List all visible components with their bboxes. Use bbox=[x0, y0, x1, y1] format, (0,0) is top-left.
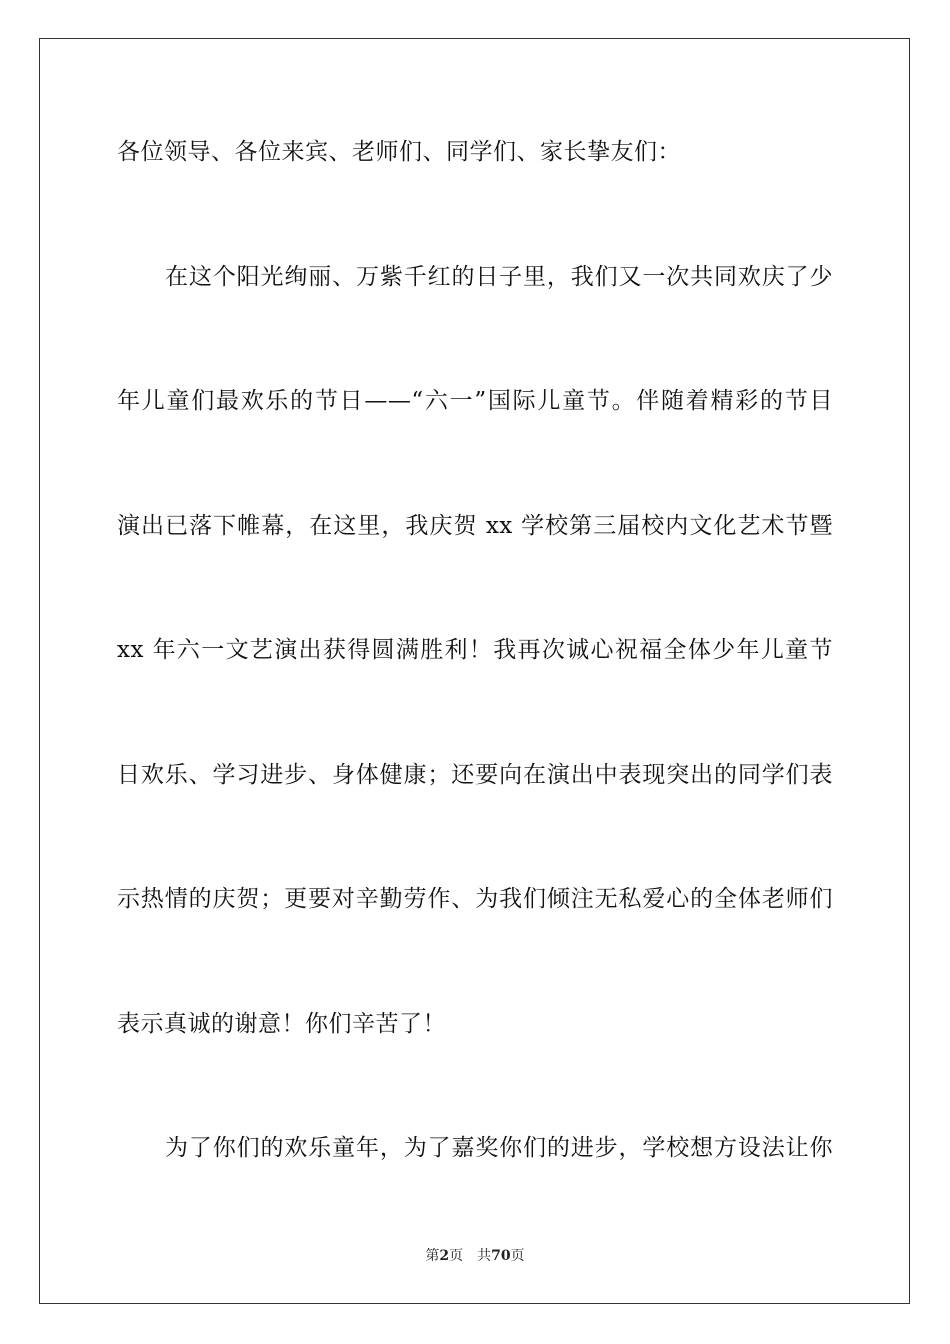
paragraph-2-line-1: 为了你们的欢乐童年，为了嘉奖你们的进步，学校想方设法让你 bbox=[165, 1135, 833, 1161]
page-border bbox=[39, 38, 910, 1304]
total-prefix: 共 bbox=[477, 1248, 492, 1264]
paragraph-1-line-1: 在这个阳光绚丽、万紫千红的日子里，我们又一次共同欢庆了少 bbox=[165, 264, 833, 290]
paragraph-1-line-4: xx 年六一文艺演出获得圆满胜利！我再次诚心祝福全体少年儿童节 bbox=[117, 637, 833, 663]
paragraph-1-line-7: 表示真诚的谢意！你们辛苦了！ bbox=[117, 1011, 446, 1037]
page-footer bbox=[0, 1247, 950, 1265]
total-suffix: 页 bbox=[510, 1248, 525, 1264]
paragraph-1-line-3: 演出已落下帷幕，在这里，我庆贺 xx 学校第三届校内文化艺术节暨 bbox=[117, 513, 833, 539]
page-prefix: 第 bbox=[425, 1248, 440, 1264]
paragraph-1-line-2: 年儿童们最欢乐的节日——“六一”国际儿童节。伴随着精彩的节目 bbox=[117, 388, 833, 414]
page-number: 2 bbox=[439, 1248, 450, 1264]
salutation-line: 各位领导、各位来宾、老师们、同学们、家长挚友们： bbox=[117, 139, 681, 165]
paragraph-1-line-5: 日欢乐、学习进步、身体健康；还要向在演出中表现突出的同学们表 bbox=[117, 762, 833, 788]
total-pages: 70 bbox=[491, 1248, 511, 1264]
page-suffix: 页 bbox=[449, 1248, 464, 1264]
paragraph-1-line-6: 示热情的庆贺；更要对辛勤劳作、为我们倾注无私爱心的全体老师们 bbox=[117, 886, 833, 912]
